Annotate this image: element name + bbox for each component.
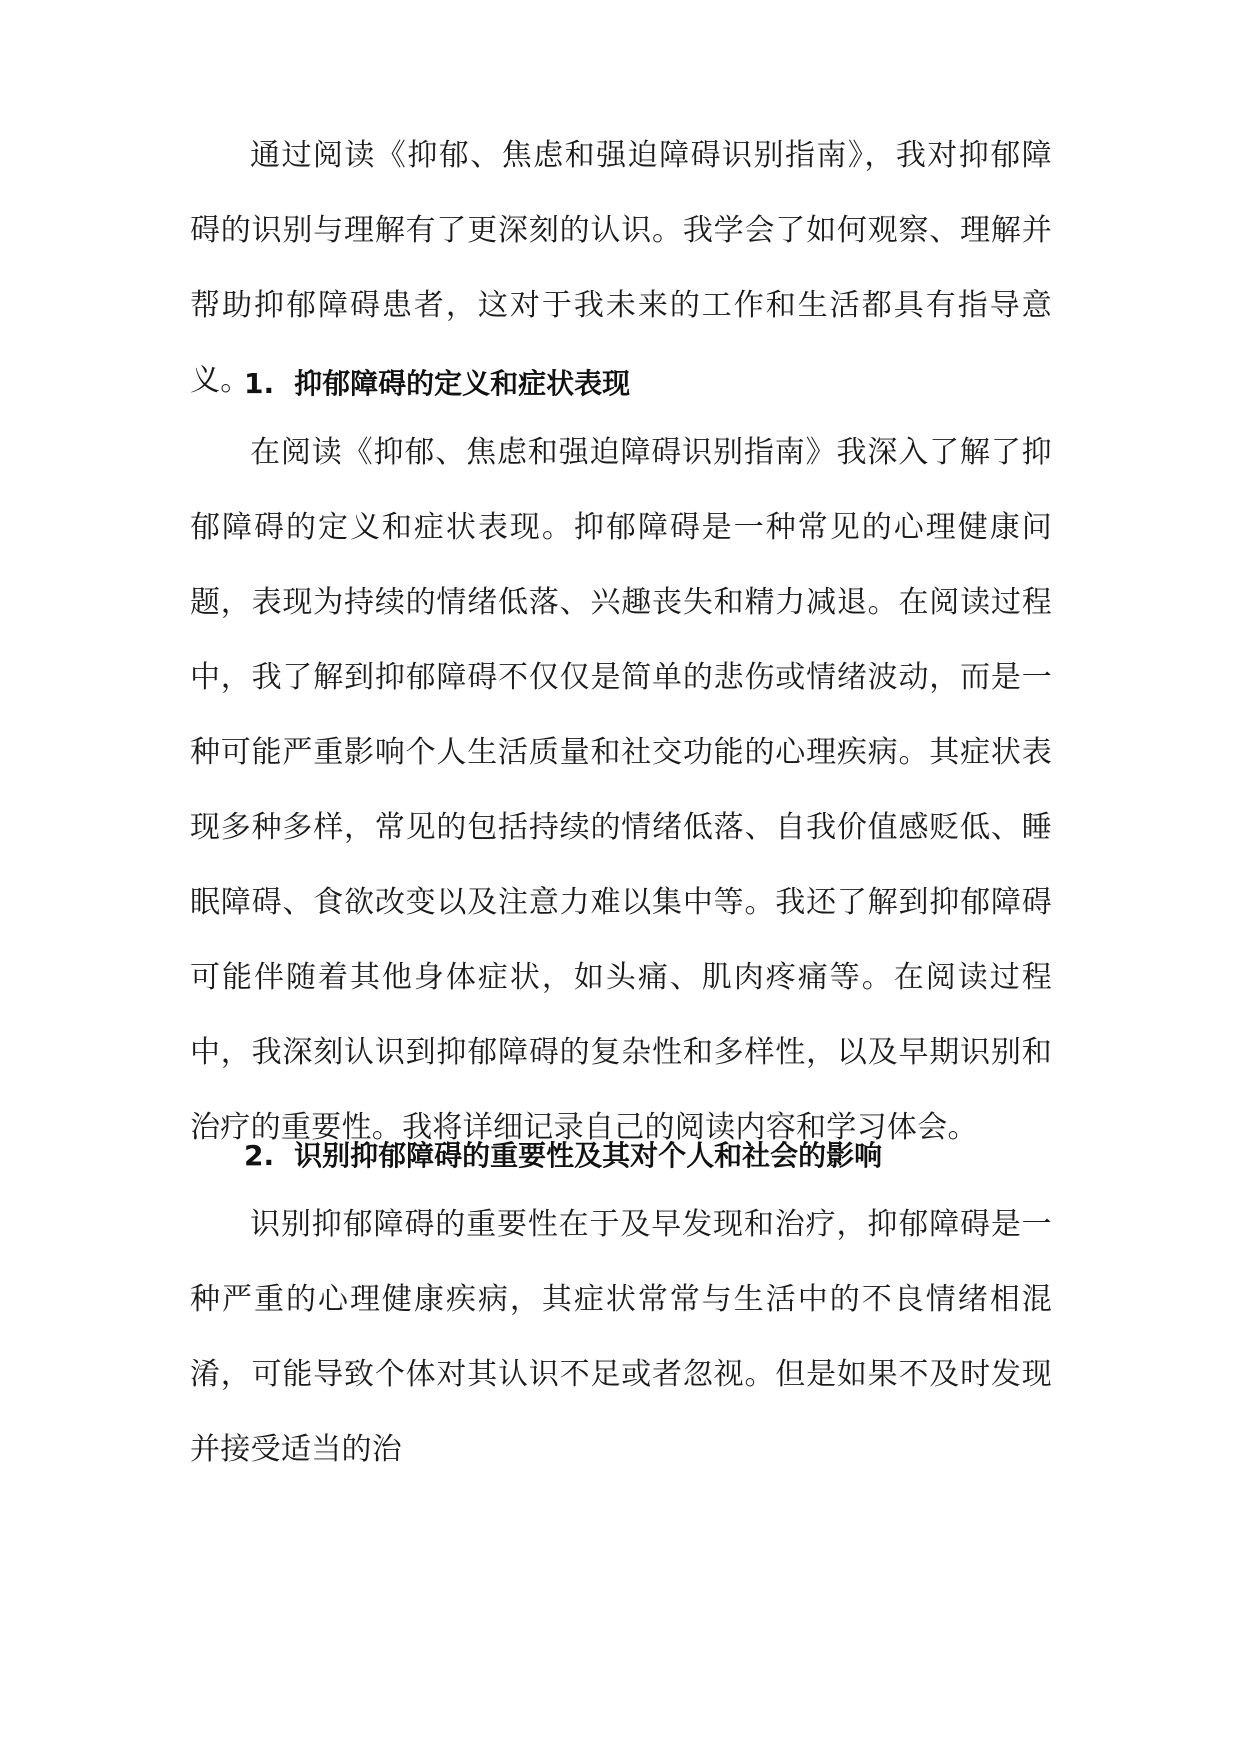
section-2-paragraph: 识别抑郁障碍的重要性在于及早发现和治疗，抑郁障碍是一种严重的心理健康疾病，其症状常常与生活中的不良情绪相混淆，可能导致个体对其认识不足或者忽视。但是如果不及时发现并接受适当的治 xyxy=(190,1207,1052,1467)
section-1-number: 1. xyxy=(244,367,275,400)
intro-paragraph: 通过阅读《抑郁、焦虑和强迫障碍识别指南》，我对抑郁障碍的识别与理解有了更深刻的认识。我学会了如何观察、理解并帮助抑郁障碍患者，这对于我未来的工作和生活都具有指导意义。 xyxy=(190,138,1052,398)
section-2-title: 识别抑郁障碍的重要性及其对个人和社会的影响 xyxy=(294,1139,883,1172)
section-1-paragraph: 在阅读《抑郁、焦虑和强迫障碍识别指南》我深入了解了抑郁障碍的定义和症状表现。抑郁障碍是一种常见的心理健康问题，表现为持续的情绪低落、兴趣丧失和精力减退。在阅读过程中，我了解到抑郁障碍不仅仅是简单的悲伤或情绪波动，而是一种可能严重影响个人生活质量和社交功能的心理疾病。其症状表现多种多样，常见的包括持续的情绪低落、自我价值感贬低、睡眠障碍、食欲改变以及注意力难以集中等。我还了解到抑郁障碍可能伴随着其他身体症状，如头痛、肌肉疼痛等。在阅读过程中，我深刻认识到抑郁障碍的复杂性和多样性，以及早期识别和治疗的重要性。我将详细记录自己的阅读内容和学习体会。 xyxy=(190,435,1052,1145)
section-1-title: 抑郁障碍的定义和症状表现 xyxy=(294,367,631,400)
section-2-heading xyxy=(244,1136,882,1176)
section-2-number: 2. xyxy=(244,1139,275,1172)
section-1-heading xyxy=(244,364,630,404)
